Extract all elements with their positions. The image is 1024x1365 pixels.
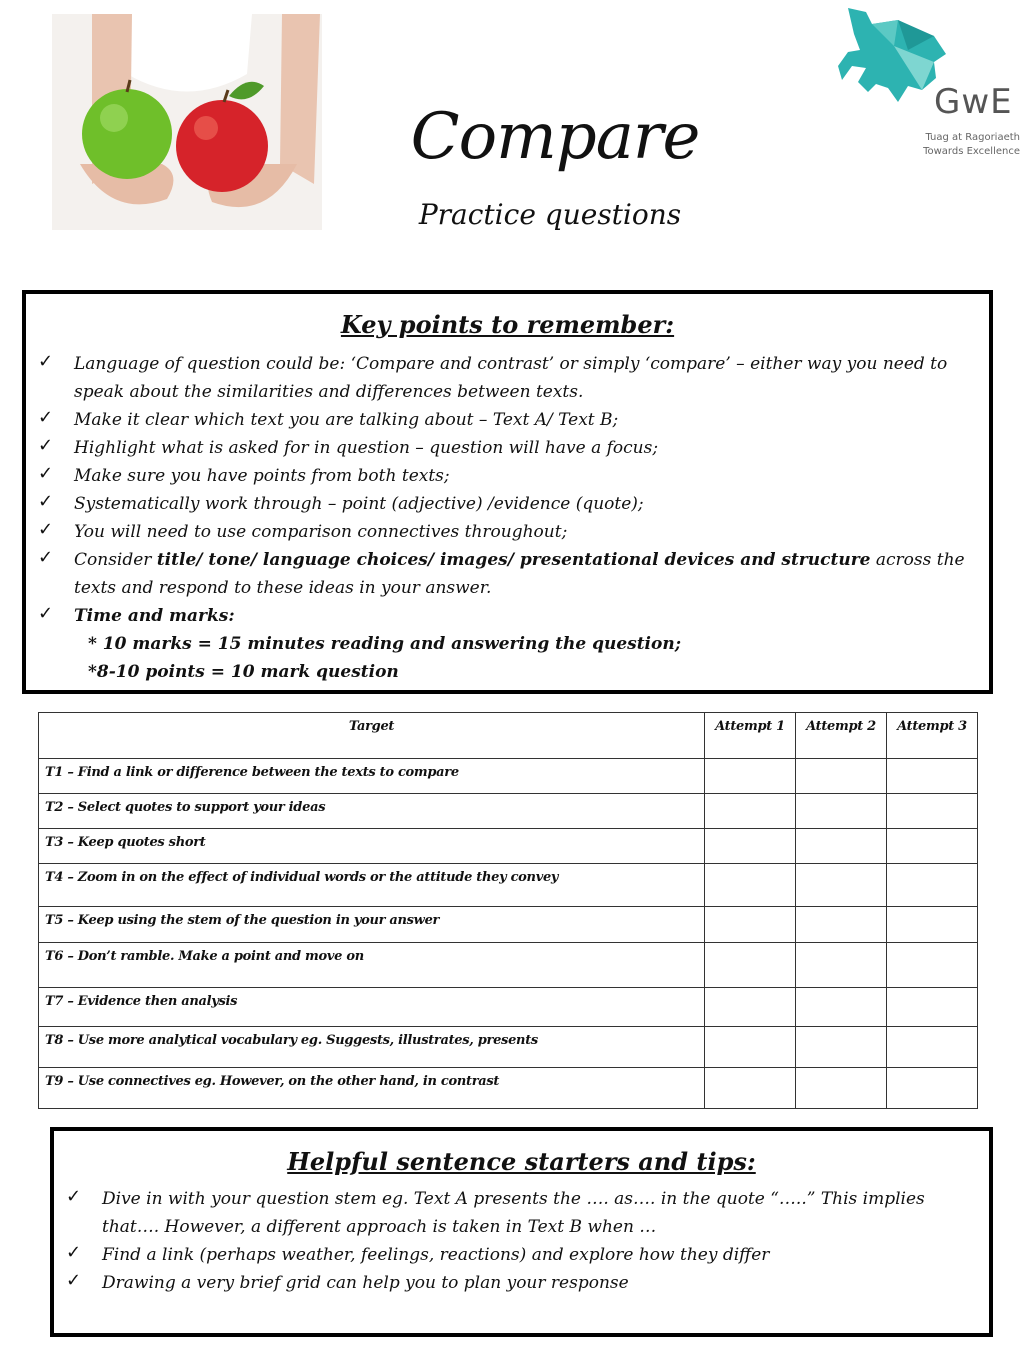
logo-wordmark: GwE [934, 82, 1013, 122]
list-item: ✓ Find a link (perhaps weather, feelings, reactions) and explore how they differ [102, 1241, 979, 1269]
list-item: ✓ Make it clear which text you are talking about – Text A/ Text B; [74, 406, 965, 434]
attempt-cell[interactable] [887, 943, 978, 988]
attempt-cell[interactable] [705, 988, 796, 1027]
check-icon: ✓ [38, 491, 54, 512]
tips-heading: Helpful sentence starters and tips: [287, 1147, 756, 1176]
check-icon: ✓ [38, 547, 54, 568]
attempt-cell[interactable] [705, 829, 796, 864]
gwe-map-icon [838, 6, 948, 106]
list-item: ✓ Consider title/ tone/ language choices/ images/ presentational devices and structure across the texts and respond to these ideas in your answer. [74, 546, 965, 602]
attempt-cell[interactable] [796, 864, 887, 907]
check-icon: ✓ [66, 1186, 82, 1207]
attempt-cell[interactable] [705, 794, 796, 829]
check-icon: ✓ [66, 1270, 82, 1291]
page-title: Compare [410, 100, 700, 174]
apples-in-hands-image [52, 14, 322, 230]
key-points-list [38, 350, 965, 686]
table-row: T4 – Zoom in on the effect of individual words or the attitude they convey [39, 864, 978, 907]
attempt-cell[interactable] [796, 759, 887, 794]
attempt-cell[interactable] [796, 988, 887, 1027]
check-icon: ✓ [38, 519, 54, 540]
header-attempt-2: Attempt 2 [796, 713, 887, 759]
attempt-cell[interactable] [705, 1068, 796, 1109]
attempt-cell[interactable] [887, 1068, 978, 1109]
attempt-cell[interactable] [705, 864, 796, 907]
table-row: T1 – Find a link or difference between the texts to compare [39, 759, 978, 794]
header-target: Target [39, 713, 705, 759]
table-row: T3 – Keep quotes short [39, 829, 978, 864]
marks-line: *8-10 points = 10 mark question [88, 662, 399, 682]
check-icon: ✓ [38, 603, 54, 624]
list-item: ✓ Highlight what is asked for in question – question will have a focus; [74, 434, 965, 462]
table-header-row [39, 713, 978, 759]
list-item: ✓ You will need to use comparison connectives throughout; [74, 518, 965, 546]
check-icon: ✓ [38, 351, 54, 372]
check-icon: ✓ [38, 435, 54, 456]
page-subtitle: Practice questions [418, 198, 682, 231]
attempt-cell[interactable] [796, 794, 887, 829]
attempt-cell[interactable] [887, 907, 978, 943]
tips-box [50, 1127, 993, 1337]
logo-tagline-english: Towards Excellence [923, 146, 1020, 157]
attempt-cell[interactable] [796, 1068, 887, 1109]
list-item: ✓ Dive in with your question stem eg. Text A presents the …. as…. in the quote “…..” This implies that…. However, a different approach is taken in Text B when … [102, 1185, 979, 1241]
tips-list [66, 1185, 979, 1297]
table-row: T7 – Evidence then analysis [39, 988, 978, 1027]
table-row: T2 – Select quotes to support your ideas [39, 794, 978, 829]
attempt-cell[interactable] [887, 829, 978, 864]
check-icon: ✓ [38, 463, 54, 484]
list-item: ✓ Drawing a very brief grid can help you to plan your response [102, 1269, 979, 1297]
table-row: T8 – Use more analytical vocabulary eg. Suggests, illustrates, presents [39, 1027, 978, 1068]
targets-table-wrapper [38, 712, 977, 1109]
header-attempt-3: Attempt 3 [887, 713, 978, 759]
marks-line: * 10 marks = 15 minutes reading and answering the question; [88, 634, 681, 654]
list-item: ✓ Language of question could be: ‘Compare and contrast’ or simply ‘compare’ – either way you need to speak about the similarities and differences between texts. [74, 350, 965, 406]
logo-tagline-welsh: Tuag at Ragoriaeth [925, 132, 1020, 143]
attempt-cell[interactable] [705, 759, 796, 794]
attempt-cell[interactable] [705, 907, 796, 943]
check-icon: ✓ [38, 407, 54, 428]
attempt-cell[interactable] [796, 1027, 887, 1068]
attempt-cell[interactable] [887, 1027, 978, 1068]
targets-table [38, 712, 978, 1109]
table-row: T6 – Don’t ramble. Make a point and move on [39, 943, 978, 988]
attempt-cell[interactable] [887, 864, 978, 907]
attempt-cell[interactable] [705, 943, 796, 988]
key-points-box [22, 290, 993, 694]
time-and-marks-label: Time and marks: [74, 606, 235, 626]
attempt-cell[interactable] [796, 829, 887, 864]
list-item [38, 602, 965, 630]
gwe-logo [838, 6, 1020, 166]
table-row: T9 – Use connectives eg. However, on the other hand, in contrast [39, 1068, 978, 1109]
table-row: T5 – Keep using the stem of the question in your answer [39, 907, 978, 943]
check-icon: ✓ [66, 1242, 82, 1263]
attempt-cell[interactable] [796, 907, 887, 943]
header-attempt-1: Attempt 1 [705, 713, 796, 759]
list-item: ✓ Systematically work through – point (adjective) /evidence (quote); [74, 490, 965, 518]
list-item: ✓ Make sure you have points from both texts; [74, 462, 965, 490]
key-points-heading: Key points to remember: [340, 310, 675, 339]
attempt-cell[interactable] [705, 1027, 796, 1068]
attempt-cell[interactable] [796, 943, 887, 988]
attempt-cell[interactable] [887, 759, 978, 794]
attempt-cell[interactable] [887, 794, 978, 829]
attempt-cell[interactable] [887, 988, 978, 1027]
